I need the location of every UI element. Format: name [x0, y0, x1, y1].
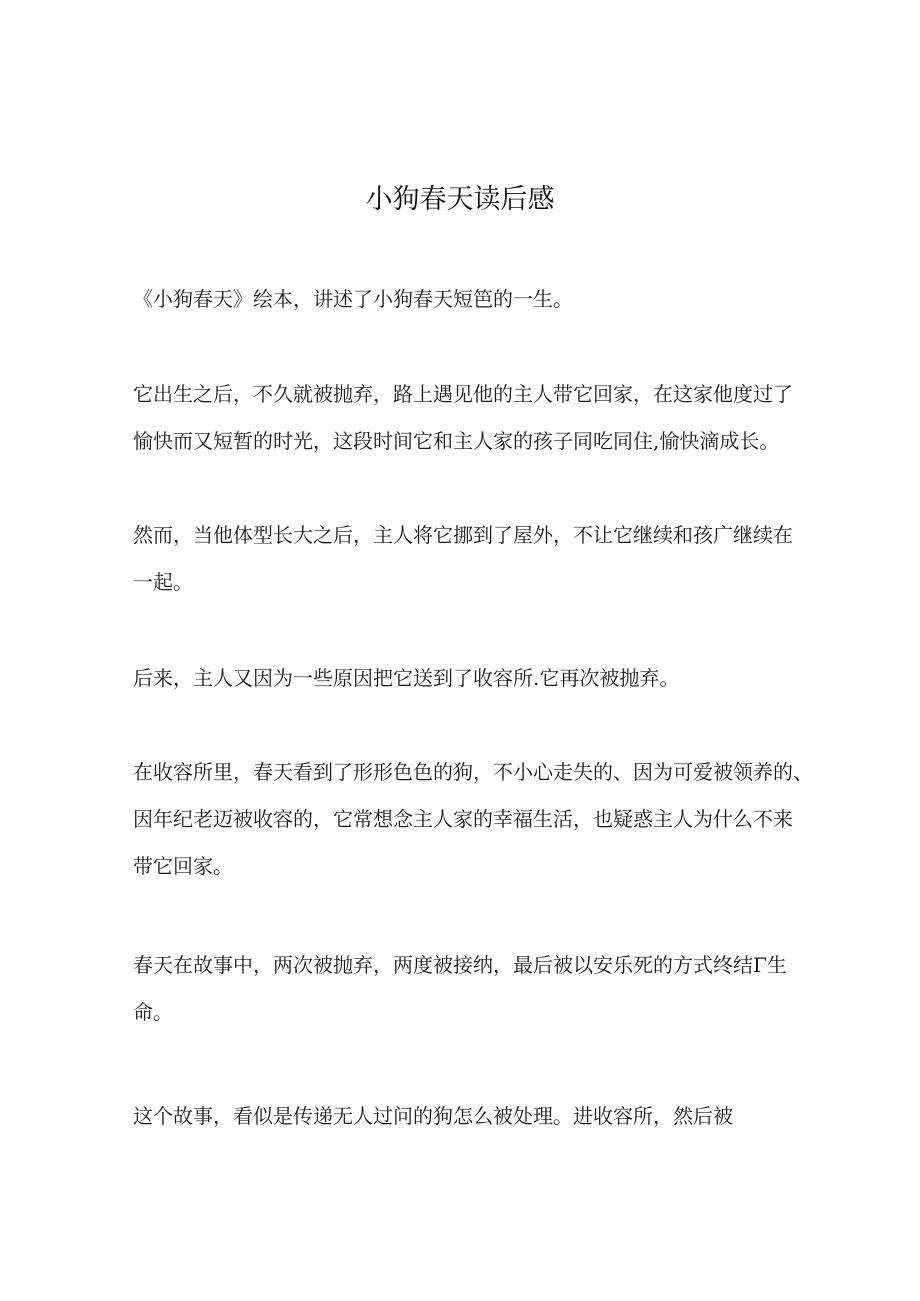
paragraph-line: 愉快而又短暂的时光，这段时间它和主人家的孩子同吃同住,愉快滴成长。 [133, 429, 780, 453]
document-title: 小狗春天读后感 [365, 184, 555, 215]
paragraph-moved-outside [133, 512, 793, 606]
paragraph-line: 后来，主人又因为一些原因把它送到了收容所.它再次被抛弃。 [133, 666, 680, 690]
paragraph-birth [133, 371, 793, 465]
paragraph-shelter [133, 655, 793, 702]
paragraph-intro [133, 276, 793, 323]
paragraph-line: 一起。 [133, 570, 193, 594]
paragraph-line: 带它回家。 [133, 854, 233, 878]
paragraph-line: 在收容所里，春天看到了形形色色的狗，不小心走失的、因为可爱被领养的、 [133, 760, 813, 784]
paragraph-in-shelter [133, 749, 813, 890]
paragraph-line: 然而，当他体型长大之后，主人将它挪到了屋外，不让它继续和孩广继续在 [133, 523, 793, 547]
paragraph-ending [133, 942, 793, 1036]
paragraph-line: 春天在故事中，两次被抛弃，两度被接纳，最后被以安乐死的方式终结Γ生 [133, 953, 787, 977]
paragraph-line: 这个故事，看似是传递无人过问的狗怎么被处理。进收容所，然后被 [133, 1104, 733, 1128]
paragraph-line: 《小狗春天》绘本，讲述了小狗春天短笆的一生。 [133, 287, 573, 311]
paragraph-reflection [133, 1093, 793, 1140]
paragraph-line: 它出生之后，不久就被抛弃，路上遇见他的主人带它回家，在这家他度过了 [133, 382, 793, 406]
paragraph-line: 因年纪老迈被收容的，它常想念主人家的幸福生活，也疑惑主人为什么不来 [133, 807, 793, 831]
paragraph-line: 命。 [133, 1000, 173, 1024]
